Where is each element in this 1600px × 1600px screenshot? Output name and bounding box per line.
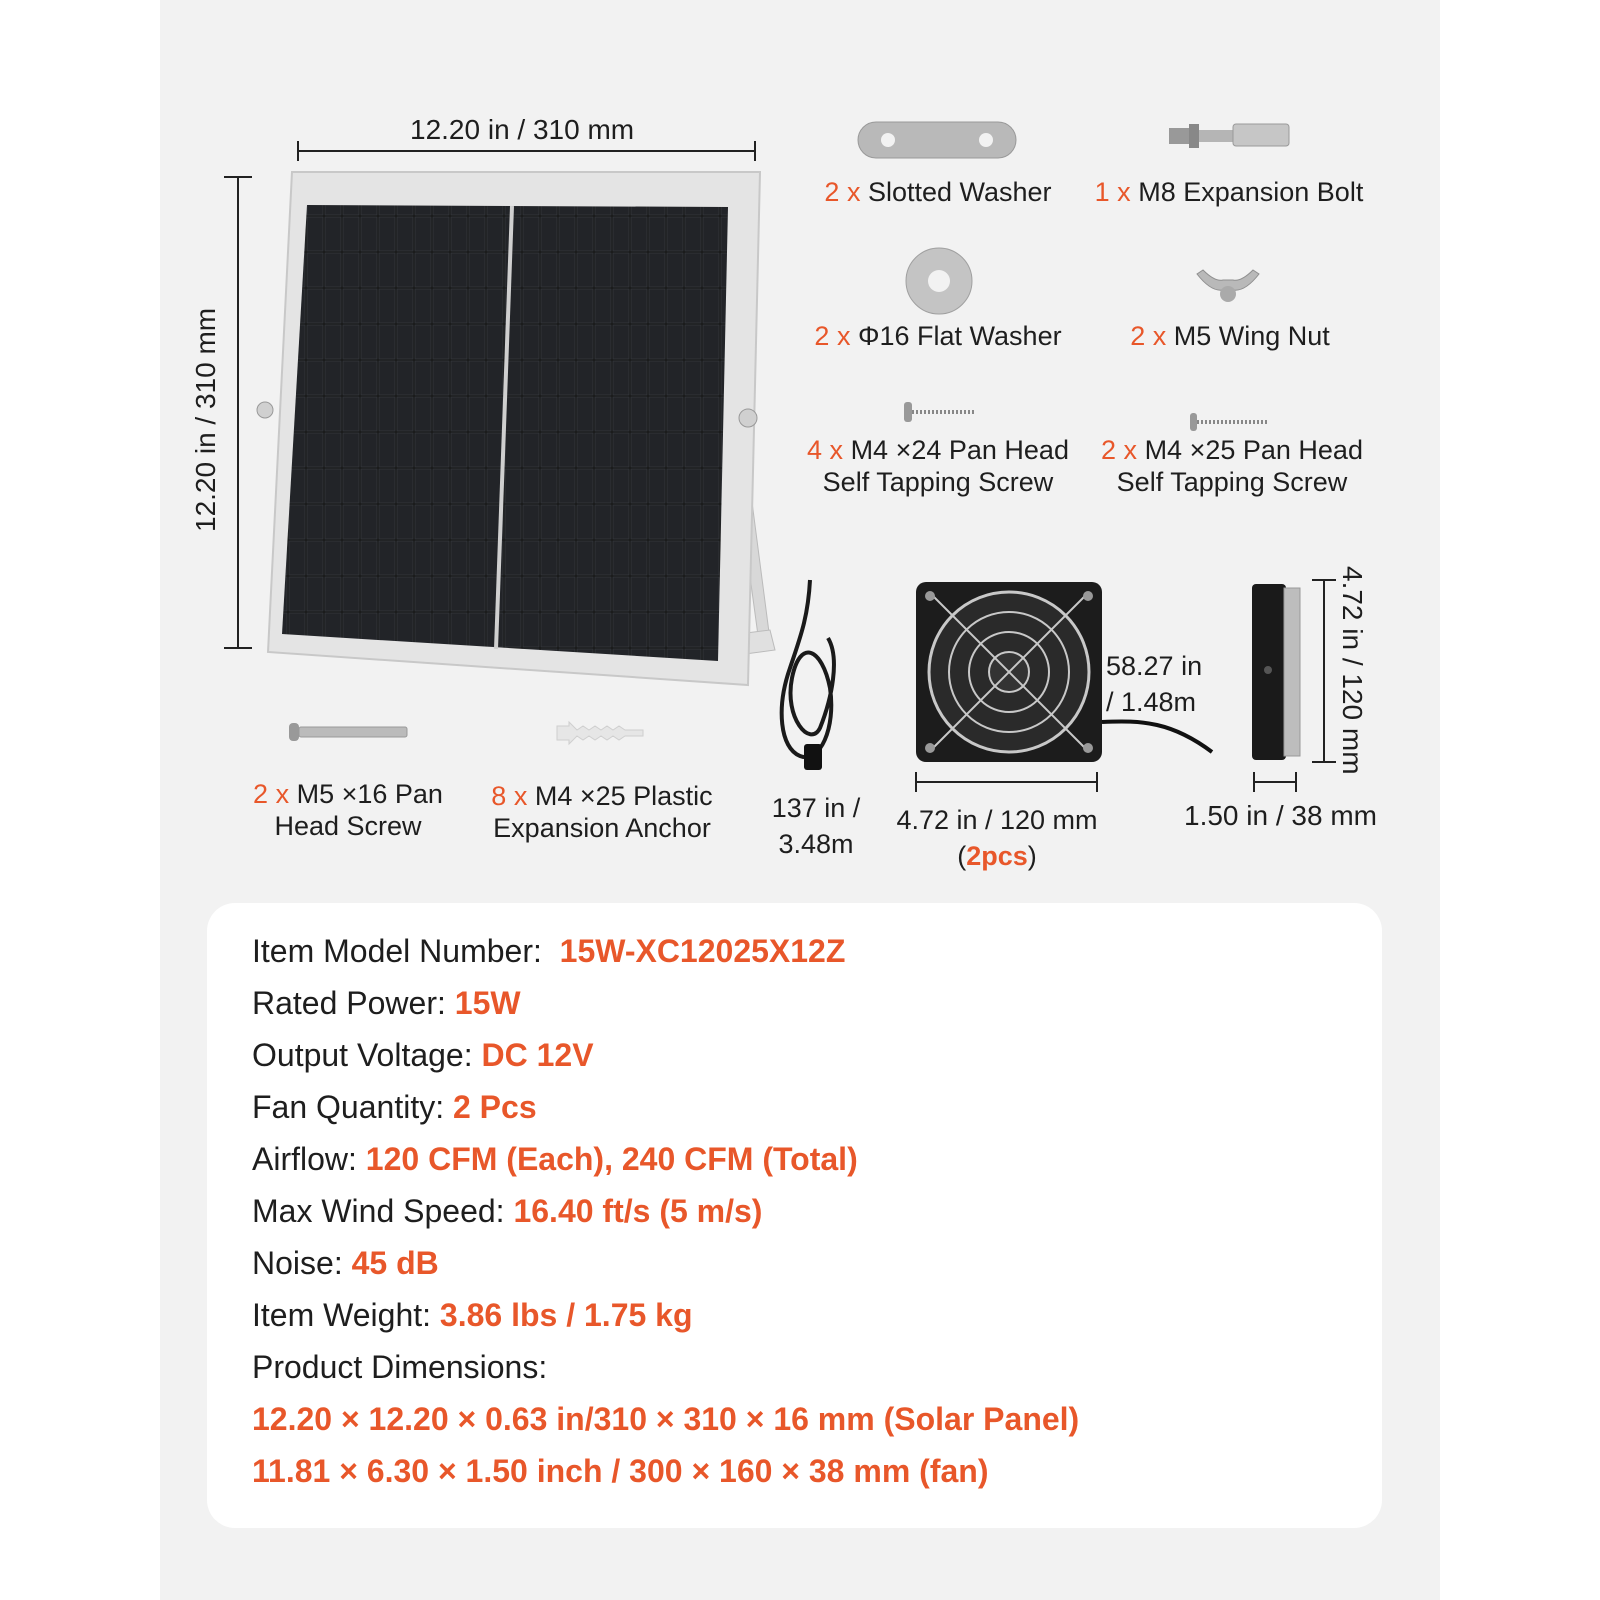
fan-cable-length-label: 58.27 in / 1.48m xyxy=(1106,651,1203,717)
spec-fan-quantity: Fan Quantity: 2 Pcs xyxy=(252,1089,537,1125)
accessory-label-m4x24-screw: 4 x M4 ×24 Pan Head Self Tapping Screw xyxy=(807,435,1069,497)
specifications-card xyxy=(207,903,1382,1528)
fan-quantity-badge: 2pcs xyxy=(966,841,1028,871)
spec-dimensions-fan: 11.81 × 6.30 × 1.50 inch / 300 × 160 × 38 mm (fan) xyxy=(252,1453,989,1489)
fan-side-image xyxy=(1250,580,1306,764)
accessory-label-plastic-anchor: 8 x M4 ×25 Plastic Expansion Anchor xyxy=(491,781,713,843)
spec-output-voltage: Output Voltage: DC 12V xyxy=(252,1037,594,1073)
panel-width-label: 12.20 in / 310 mm xyxy=(410,114,635,145)
spec-max-wind-speed: Max Wind Speed: 16.40 ft/s (5 m/s) xyxy=(252,1193,763,1229)
spec-rated-power: Rated Power: 15W xyxy=(252,985,521,1021)
accessory-label-m5x16-screw: 2 x M5 ×16 Pan Head Screw xyxy=(253,779,443,841)
fan-width-label: 4.72 in / 120 mm (2pcs) xyxy=(896,805,1098,871)
accessory-label-expansion-bolt: 1 x M8 Expansion Bolt xyxy=(1094,177,1364,207)
spec-dimensions-solar-panel: 12.20 × 12.20 × 0.63 in/310 × 310 × 16 mm (Solar Panel) xyxy=(252,1401,1080,1437)
spec-product-dimensions-label: Product Dimensions: xyxy=(252,1349,548,1385)
fan-height-label: 4.72 in / 120 mm xyxy=(1337,566,1368,775)
panel-height-label: 12.20 in / 310 mm xyxy=(190,307,221,532)
spec-noise: Noise: 45 dB xyxy=(252,1245,439,1281)
accessory-label-slotted-washer: 2 x Slotted Washer xyxy=(824,177,1052,207)
accessory-label-flat-washer: 2 x Φ16 Flat Washer xyxy=(814,321,1062,351)
fan-depth-label: 1.50 in / 38 mm xyxy=(1184,800,1377,831)
accessory-label-m4x25-screw: 2 x M4 ×25 Pan Head Self Tapping Screw xyxy=(1101,435,1363,497)
spec-model-number: Item Model Number: 15W-XC12025X12Z xyxy=(252,933,846,969)
spec-airflow: Airflow: 120 CFM (Each), 240 CFM (Total) xyxy=(252,1141,858,1177)
cable-length-label: 137 in / 3.48m xyxy=(771,793,861,859)
accessory-label-wing-nut: 2 x M5 Wing Nut xyxy=(1130,321,1330,351)
spec-item-weight: Item Weight: 3.86 lbs / 1.75 kg xyxy=(252,1297,693,1333)
